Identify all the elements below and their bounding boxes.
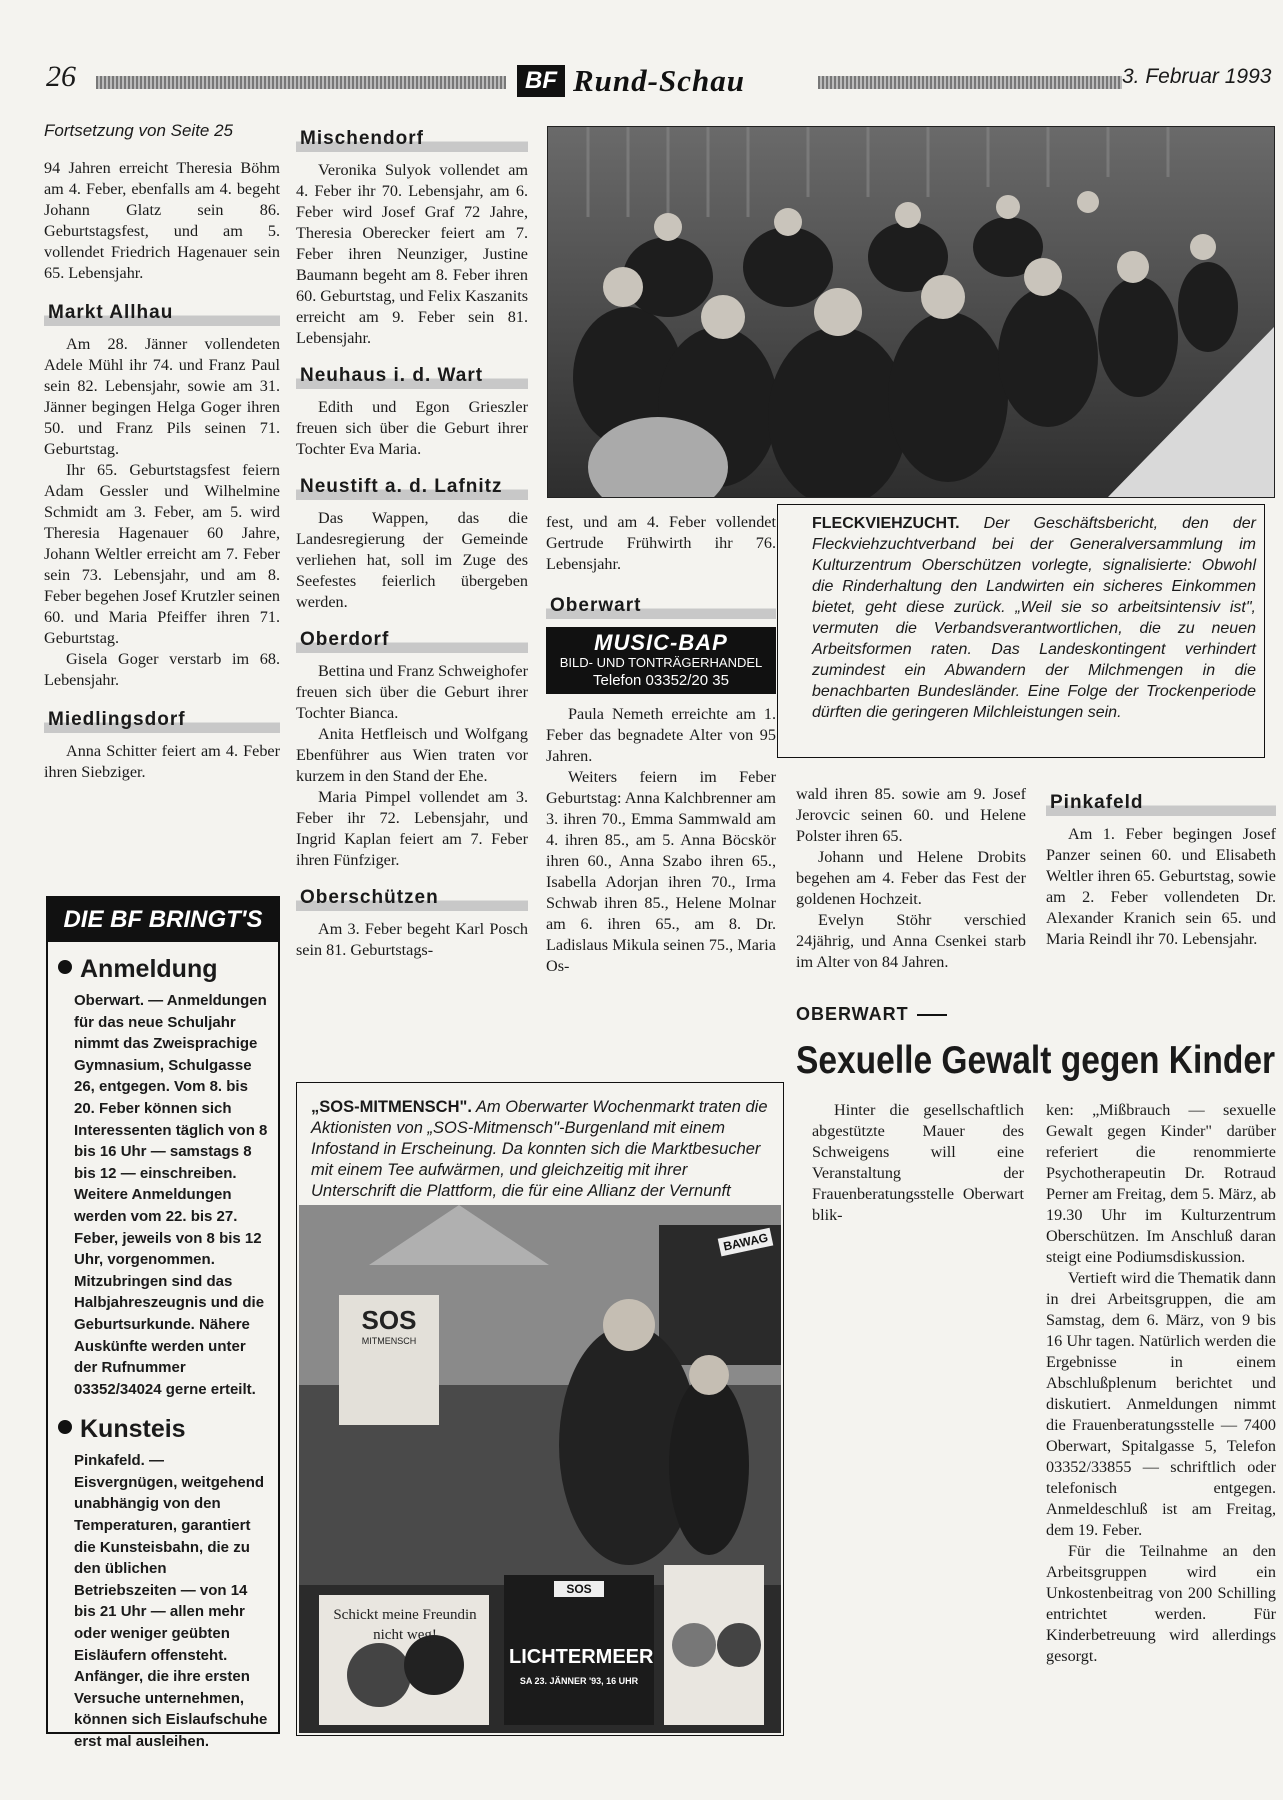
paragraph: Am 28. Jänner vollendeten Adele Mühl ihr 74. und Franz Paul sein 82. Lebensjahr, sowie am 31. Jänner begingen Helga Goger ihren 50. und Franz Pils seinen 71. Geburtstag. [44,335,280,458]
ad-phone: Telefon 03352/20 35 [593,672,729,689]
oberschuetzen-text [296,919,528,961]
info-item-anmeldung-heading [58,952,270,986]
col4-text [796,784,1026,973]
paragraph: Ihr 65. Geburtstagsfest feiern Adam Gessler und Wilhelmine Schmidt am 3. Feber, am 5. wird Theresia Hagenauer 60 Jahre, Johann Weltler erreicht am 7. Feber sein 73. Lebensjahr, und am 8. Feber begehen Josef Krutzler seinen 60. und Maria Pfeiffer ihren 71. Geburtstag. [44,461,280,647]
article-headline: Sexuelle Gewalt gegen Kinder [796,1039,1276,1082]
masthead-title: Rund-Schau [573,63,745,98]
caption-text: Der Geschäftsbericht, den der Fleckviehzuchtverband bei der Generalversammlung im Kulturzentrum Oberschützen vorlegte, signalisierte: Obwohl die Rinderhaltung den Landwirten ein sicheres Einkommen bietet, geht diese zurück. „Weil sie so arbeitsintensiv ist", vermuten die Verbandsverantwortlichen, die zu neuen Arbeitsformen raten. Das Landeskontingent verhindert zumindest ein Abwandern der Milchmengen in die benachbarten Bundesländer. Eine Folge der Trockenperiode dürften die geringeren Milchleistungen sein. [812,515,1257,721]
sos-sign-text [339,1305,439,1347]
heading-text: Neuhaus i. d. Wart [300,365,484,386]
shop-sign-bawag: BAWAG [718,1228,774,1257]
paragraph: Johann und Helene Drobits begehen am 4. Feber das Fest der goldenen Hochzeit. [796,848,1026,908]
col1-intro-text: 94 Jahren erreicht Theresia Böhm am 4. Feber, ebenfalls am 4. begeht Johann Glatz sein 86. Geburtstagsfest, und am 5. vollendet Friedrich Hagenauer sein 65. Lebensjahr. [44,159,280,282]
page-number: 26 [46,60,76,93]
poster-lichtermeer: LICHTERMEER [509,1646,654,1668]
miedlingsdorf-text [44,741,280,783]
bf-badge: BF [517,65,565,97]
ad-name: MUSIC-BAP [594,630,728,655]
heading-text: Oberdorf [300,629,390,650]
info-box [46,896,280,1750]
paragraph: Maria Pimpel vollendet am 3. Feber ihr 72. Lebensjahr, und Ingrid Kaplan feiert am 7. Feber ihren Fünfziger. [296,788,528,869]
header-rule-left [96,76,506,89]
heading-text: Pinkafeld [1050,792,1144,813]
col3-cont [546,512,776,575]
bullet-icon [58,960,72,974]
poster-freundin: Schickt meine Freundin nicht weg! [333,1607,477,1643]
paragraph: Evelyn Stöhr verschied 24jährig, und Anna Csenkei starb im Alter von 84 Jahren. [796,911,1026,971]
section-heading-oberschuetzen [296,885,528,911]
section-heading-mischendorf [296,126,528,152]
caption-text: Am Oberwarter Wochenmarkt traten die Aktionisten von „SOS-Mitmensch"-Burgenland mit einem Infostand in Erscheinung. Da konnten sich die Marktbesucher mit einem Tee aufwärmen, und gleichzeitig mit ihrer Unterschrift die Plattform, die für eine Allianz der Vernunft [311,1098,768,1200]
section-heading-miedlingsdorf [44,707,280,733]
caption-lead: FLECKVIEHZUCHT. [812,515,960,532]
heading-text: Neustift a. d. Lafnitz [300,476,503,497]
col1-intro [44,158,280,284]
markt-allhau-text [44,334,280,691]
sign-sub: MITMENSCH [361,1336,417,1346]
kicker-rule [917,1014,947,1016]
section-heading-neuhaus [296,363,528,389]
heading-text: Mischendorf [300,128,424,149]
neuhaus-text [296,397,528,460]
sos-caption [297,1083,783,1205]
article-kicker-row [796,1004,1276,1025]
article-col1 [812,1100,1024,1226]
paragraph: Veronika Sulyok vollendet am 4. Feber ihr 70. Lebensjahr, am 6. Feber wird Josef Graf 72 Jahre, Theresia Oberecker feiert am 7. Feber ihren Neunziger, Justine Baumann begeht am 8. Feber ihren 60. Geburtstag, und Felix Kaszanits erreicht am 9. Feber sein 81. Lebensjahr. [296,161,528,347]
info-item-anmeldung-text: Oberwart. — Anmeldungen für das neue Schuljahr nimmt das Zweisprachige Gymnasium, Schulgasse 26, entgegen. Vom 8. bis 20. Feber können sich Interessenten täglich von 8 bis 16 Uhr — samstags 8 bis 12 — einschreiben. Weitere Anmeldungen werden vom 22. bis 27. Feber, jeweils von 8 bis 12 Uhr, vorgenommen. Mitzubringen sind das Halbjahreszeugnis und die Geburtsurkunde. Nähere Auskünfte werden unter der Rufnummer 03352/34024 gerne erteilt. [74,992,268,1398]
section-heading-neustift [296,474,528,500]
masthead-logo [517,63,809,101]
info-item-kunsteis-heading [58,1412,270,1446]
oberwart-text [546,704,776,977]
fleckvieh-caption [777,504,1265,758]
pinkafeld-text [1046,824,1276,950]
item-heading-text: Kunsteis [80,1415,186,1444]
paragraph: Für die Teilnahme an den Arbeitsgruppen wird ein Unkostenbeitrag von 200 Schilling entrichtet werden. Für Kinderbetreuung wird allerdings gesorgt. [1046,1542,1276,1665]
paragraph: Paula Nemeth erreichte am 1. Feber das begnadete Alter von 95 Jahren. [546,705,776,765]
bullet-icon [58,1420,72,1434]
section-heading-pinkafeld [1046,790,1276,816]
sign-title: SOS [361,1305,417,1335]
section-heading-oberdorf [296,627,528,653]
issue-date: 3. Februar 1993 [1122,65,1272,88]
header-rule-right [818,76,1122,89]
paragraph: Bettina und Franz Schweighofer freuen sich über die Geburt ihrer Tochter Bianca. [296,662,528,722]
paragraph: Weiters feiern im Feber Geburtstag: Anna Kalchbrenner am 3. ihren 70., Emma Sammwald am 4. ihren 85., am 5. Anna Böcskör ihren 60., Anna Szabo ihren 65., Isabella Adorjan ihren 70., Irma Schwab ihren 85., Helene Molnar am 6. ihren 65., am 8. Dr. Ladislaus Mikula seinen 75., Maria Os- [546,768,776,975]
section-heading-oberwart [546,593,776,619]
music-bap-ad [546,627,776,694]
paragraph: Gisela Goger verstarb im 68. Lebensjahr. [44,650,280,689]
article-col2 [1046,1100,1276,1667]
paragraph: ken: „Mißbrauch — sexuelle Gewalt gegen Kinder" darüber referiert die renommierte Psychotherapeutin Dr. Rotraud Perner am Freitag, dem 5. März, ab 19.30 Uhr im Kulturzentrum Oberschützen. Im Anschluß daran steigt eine Podiumsdiskussion. [1046,1101,1276,1266]
paragraph: Vertieft wird die Thematik dann in drei Arbeitsgruppen, die am Samstag, dem 6. März, von 9 bis 16 Uhr tagen. Natürlich werden die Ergebnisse in einem Abschlußplenum berichtet und diskutiert. Anmeldungen nimmt die Frauenberatungsstelle — 7400 Oberwart, Spitalgasse 5, Telefon 03352/33855 — schriftlich oder telefonisch entgegen. Anmeldeschluß ist am Freitag, dem 19. Feber. [1046,1269,1276,1539]
continuation-note: Fortsetzung von Seite 25 [44,121,234,140]
paragraph: Anna Schitter feiert am 4. Feber ihren Siebziger. [44,742,280,781]
paragraph: Am 1. Feber begingen Josef Panzer seinen 60. und Elisabeth Weltler ihren 65. Geburtstag, sowie am 2. Feber vollendeten Dr. Alexander Kranich sein 65. und Maria Reindl ihr 70. Lebensjahr. [1046,825,1276,948]
photo-sos-infostand [299,1205,781,1733]
heading-text: Oberwart [550,595,642,616]
info-item-kunsteis-text: Pinkafeld. — Eisvergnügen, weitgehend unabhängig von den Temperaturen, garantiert die Kunsteisbahn, die zu den üblichen Betriebszeiten — von 14 bis 21 Uhr — allen mehr oder weniger geübten Eisläufern offensteht. Anfänger, die ihre ersten Versuche unternehmen, können sich Eislaufschuhe erst mal ausleihen. [74,1452,268,1750]
oberdorf-text [296,661,528,871]
audience-illustration [548,127,1274,497]
ad-line1: BILD- UND TONTRÄGERHANDEL [559,655,763,670]
article-kicker: OBERWART [796,1004,909,1024]
heading-text: Markt Allhau [48,302,174,323]
item-heading-text: Anmeldung [80,955,218,983]
paragraph: Hinter die gesellschaftlich abgestützte Mauer des Schweigens will eine Veranstaltung der Frauenberatungsstelle Oberwart blik- [812,1101,1024,1224]
caption-lead: „SOS-MITMENSCH". [311,1098,472,1116]
paragraph: fest, und am 4. Feber vollendet Gertrude Frühwirth ihr 76. Lebensjahr. [546,513,776,573]
neustift-text [296,508,528,613]
heading-text: Miedlingsdorf [48,709,186,730]
sos-feature [296,1082,784,1736]
paragraph: Am 3. Feber begeht Karl Posch sein 81. Geburtstags- [296,920,528,959]
info-box-title: DIE BF BRINGT'S [48,898,278,942]
poster-lichtermeer-date: SA 23. JÄNNER '93, 16 UHR [519,1676,639,1686]
photo-assembly-audience [547,126,1275,498]
poster-lichtermeer-sign: SOS [554,1581,604,1597]
paragraph: wald ihren 85. sowie am 9. Josef Jerovcic seinen 60. und Helene Polster ihren 65. [796,785,1026,845]
mischendorf-text [296,160,528,349]
paragraph: Edith und Egon Grieszler freuen sich über die Geburt ihrer Tochter Eva Maria. [296,398,528,458]
section-heading-markt-allhau [44,300,280,326]
paragraph: Anita Hetfleisch und Wolfgang Ebenführer aus Wien traten vor kurzem in den Stand der Ehe. [296,725,528,785]
heading-text: Oberschützen [300,887,439,908]
paragraph: Das Wappen, das die Landesregierung der Gemeinde verliehen hat, soll im Zuge des Seefestes feierlich übergeben werden. [296,509,528,611]
